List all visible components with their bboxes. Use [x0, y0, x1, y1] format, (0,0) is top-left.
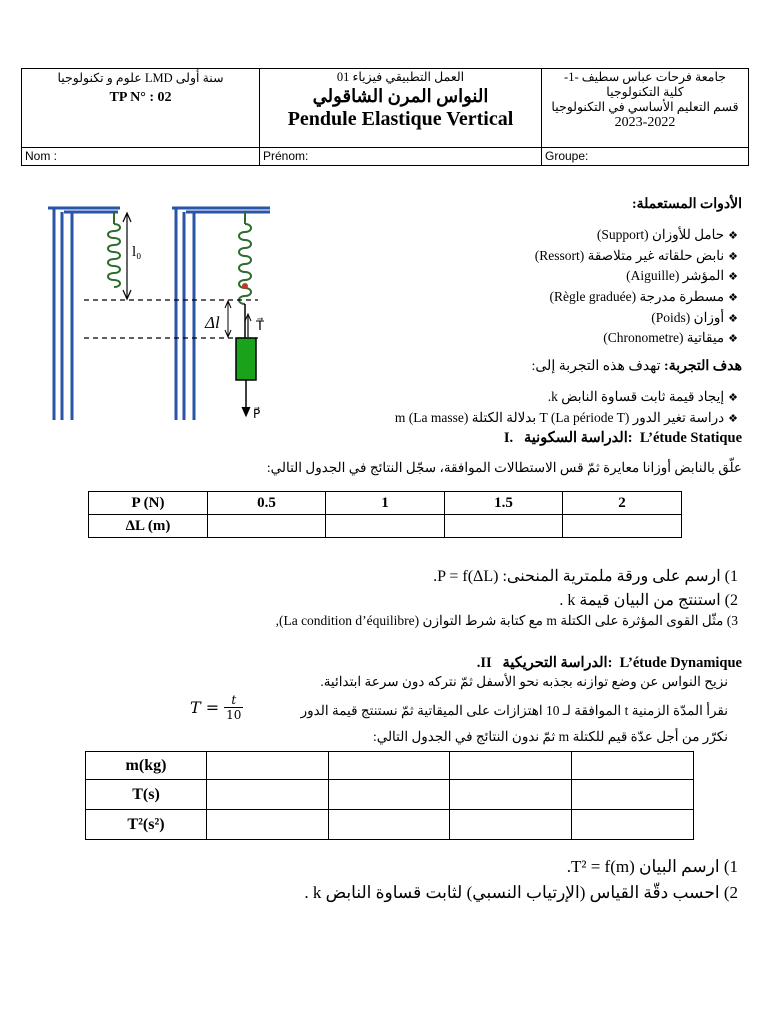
table-row: [89, 515, 682, 538]
list-item: ❖ميقاتية (Chronometre): [603, 330, 738, 346]
dynamic-paragraph-2: نقرأ المدّة الزمنية t الموافقة لـ 10 اهتزازات على الميقاتية ثمّ نستنتج قيمة الدور: [300, 703, 728, 718]
table-cell[interactable]: [207, 752, 329, 780]
list-item: ❖مسطرة مدرجة (Règle graduée): [549, 289, 738, 305]
table-row: [86, 780, 694, 810]
table-cell[interactable]: [572, 810, 694, 840]
tp-number: TP N° : 02: [109, 90, 172, 105]
academic-year: 2023-2022: [614, 115, 676, 130]
dynamic-question-2: 2) احسب دقّة القياس (الإرتياب النسبي) لثابت قساوة النابض k .: [304, 883, 738, 902]
dynamic-paragraph-1: نزيح النواس عن وضع توازنه بجذبه نحو الأسفل ثمّ نتركه دون سرعة ابتدائية.: [320, 674, 728, 689]
faculty-name: كلية التكنولوجيا: [606, 85, 684, 99]
tools-list: [318, 225, 738, 349]
header-table: [21, 68, 749, 166]
goal-list: [238, 387, 738, 428]
goal-line: [532, 358, 743, 375]
spring-loaded-icon: [239, 212, 251, 338]
diamond-bullet-icon: ❖: [728, 312, 738, 325]
tools-heading: الأدوات المستعملة:: [631, 197, 742, 212]
table-cell[interactable]: [329, 780, 450, 810]
groupe-field[interactable]: Groupe:: [542, 147, 749, 165]
header-center-cell: [260, 69, 542, 148]
table-cell[interactable]: [207, 810, 329, 840]
title-french: Pendule Elastique Vertical: [287, 108, 514, 130]
table-row: [89, 492, 682, 515]
table-cell[interactable]: [572, 780, 694, 810]
weight-label: P⃗: [253, 407, 261, 421]
header-left-cell: [22, 69, 260, 148]
table-cell: P (N): [89, 492, 208, 515]
table-cell[interactable]: [329, 810, 450, 840]
tension-label: T⃗: [256, 318, 264, 333]
diamond-bullet-icon: ❖: [728, 412, 738, 425]
goal-text: تهدف هذه التجربة إلى:: [531, 359, 661, 374]
list-item: ❖أوزان (Poids): [651, 309, 738, 325]
spring-unloaded-icon: [108, 212, 120, 287]
list-item: ❖حامل للأوزان (Support): [596, 227, 738, 242]
table-cell[interactable]: [207, 780, 329, 810]
table-cell: T²(s²): [86, 810, 207, 840]
static-question-2: 2) استنتج من البيان قيمة k .: [559, 592, 738, 609]
prenom-field[interactable]: Prénom:: [260, 147, 542, 165]
table-cell[interactable]: [326, 515, 445, 538]
table-cell[interactable]: [450, 752, 572, 780]
table-row: [86, 810, 694, 840]
title-arabic: النواس المرن الشاقولي: [312, 86, 489, 106]
university-name: جامعة فرحات عباس سطيف -1-: [564, 70, 726, 84]
diamond-bullet-icon: ❖: [728, 292, 738, 305]
table-cell: 1.5: [445, 492, 563, 515]
header-right-cell: [542, 69, 749, 148]
period-formula: T = $\frac{t}{10}$: [190, 693, 242, 722]
table-cell: 1: [326, 492, 445, 515]
diamond-bullet-icon: ❖: [728, 392, 738, 404]
table-cell: T(s): [86, 780, 207, 810]
dynamic-section-title: .II الدراسة التحريكية: L’étude Dynamique: [476, 655, 742, 671]
diamond-bullet-icon: ❖: [728, 271, 738, 284]
diamond-bullet-icon: ❖: [728, 333, 738, 346]
table-cell: 2: [563, 492, 682, 515]
table-cell[interactable]: [445, 515, 563, 538]
table-cell: 0.5: [208, 492, 326, 515]
static-instruction: علّق بالنابض أوزانا معايرة ثمّ قس الاستطالات الموافقة، سجّل النتائج في الجدول التالي:: [266, 460, 742, 475]
course-label: العمل التطبيقي فيزياء 01: [336, 70, 465, 84]
department-name: قسم التعليم الأساسي في التكنولوجيا: [551, 100, 739, 114]
static-section-title: I. الدراسة السكونية: L’étude Statique: [503, 430, 742, 446]
table-cell[interactable]: [450, 810, 572, 840]
list-item: ❖المؤشر (Aiguille): [626, 268, 738, 284]
table-cell[interactable]: [450, 780, 572, 810]
table-cell[interactable]: [563, 515, 682, 538]
static-question-3: 3) مثّل القوى المؤثرة على الكتلة m مع كتابة شرط التوازن (La condition d’équilibre),: [275, 613, 738, 628]
diamond-bullet-icon: ❖: [728, 230, 738, 242]
diamond-bullet-icon: ❖: [728, 250, 738, 263]
list-item: ❖دراسة تغير الدور T (La période T) بدلالة الكتلة m (La masse): [394, 409, 738, 425]
table-cell: ΔL (m): [89, 515, 208, 538]
table-cell: m(kg): [86, 752, 207, 780]
l0-label: l₀: [132, 244, 142, 260]
table-cell[interactable]: [572, 752, 694, 780]
nom-field[interactable]: Nom :: [22, 147, 260, 165]
dynamic-question-1: 1) ارسم البيان T² = f(m).: [566, 857, 738, 876]
goal-heading: هدف التجربة:: [664, 359, 742, 374]
list-item: ❖نابض حلقاته غير متلاصقة (Ressort): [534, 247, 738, 263]
dynamic-paragraph-3: نكرّر من أجل عدّة قيم للكتلة m ثمّ ندون النتائج في الجدول التالي:: [372, 729, 728, 744]
dynamic-table: [85, 751, 694, 840]
static-table: [88, 491, 682, 538]
dl-label: Δl: [205, 313, 220, 332]
list-item: ❖إيجاد قيمة ثابت قساوة النابض k.: [547, 389, 738, 404]
year-level: سنة أولى LMD علوم و تكنولوجيا: [57, 71, 224, 85]
table-cell[interactable]: [208, 515, 326, 538]
static-question-1: 1) ارسم على ورقة ملمترية المنحنى: P = f(ΔL).: [433, 568, 738, 585]
table-cell[interactable]: [329, 752, 450, 780]
table-row: [86, 752, 694, 780]
